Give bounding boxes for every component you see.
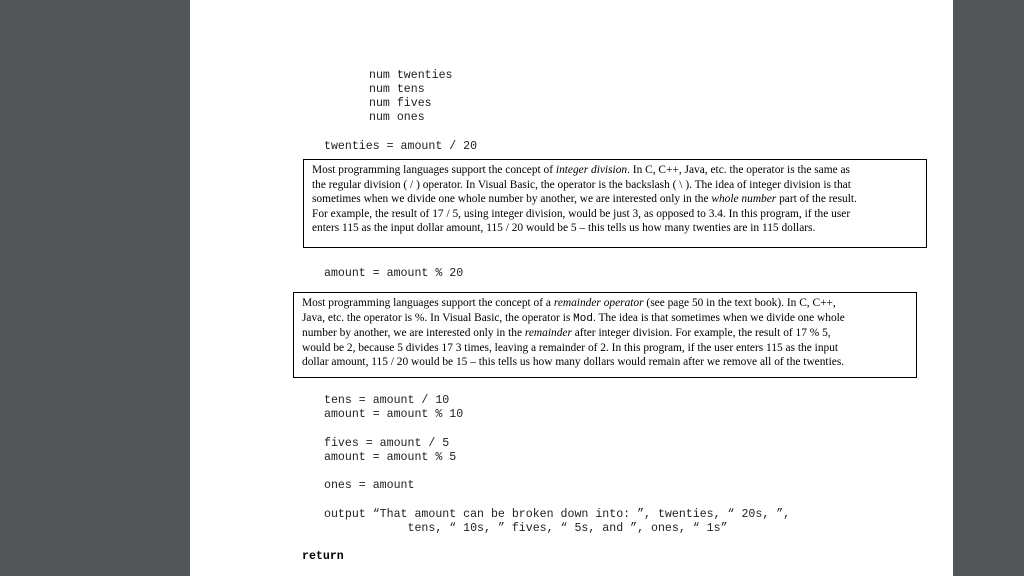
code-return [302, 550, 344, 564]
note-line: sometimes when we divide one whole number by another, we are interested only in the whole number part of the result. [312, 193, 857, 206]
code-line: fives = amount / 5 [324, 437, 450, 450]
code-line: amount = amount % 5 [324, 451, 457, 464]
note-line: For example, the result of 17 / 5, using integer division, would be just 3, as opposed to 3.4. In this program, if the user [312, 207, 851, 220]
note-line: Java, etc. the operator is %. In Visual Basic, the operator is Mod. The idea is that sometimes when we divide one whole [302, 311, 845, 325]
code-line: amount = amount % 20 [324, 267, 464, 280]
note-line: would be 2, because 5 divides 17 3 times, leaving a remainder of 2. In this program, if the user enters 115 as the input [302, 341, 839, 354]
note-line: number by another, we are interested only in the remainder after integer division. For example, the result of 17 % 5, [302, 327, 831, 340]
note-line: Most programming languages support the concept of integer division. In C, C++, Java, etc. the operator is the same as [312, 164, 850, 176]
code-twenties [324, 140, 477, 154]
code-line: twenties = amount / 20 [324, 140, 478, 153]
note-line: dollar amount, 115 / 20 would be 15 – this tells us how many dollars would remain after we remove all of the twenties. [302, 356, 845, 369]
code-line: ones = amount [324, 479, 415, 492]
code-line: num tens [369, 83, 425, 96]
code-variable-declarations [369, 69, 453, 125]
code-fives [324, 437, 456, 465]
code-tens [324, 394, 463, 422]
document-page [190, 0, 953, 576]
note-line: enters 115 as the input dollar amount, 115 / 20 would be 5 – this tells us how many twenties are in 115 dollars. [312, 222, 816, 235]
code-amount-mod-20 [324, 267, 463, 281]
code-line: tens = amount / 10 [324, 394, 450, 407]
note-integer-division [303, 159, 927, 248]
code-line: return [302, 550, 344, 563]
code-line: output “That amount can be broken down into: ”, twenties, “ 20s, ”, [324, 508, 791, 521]
note-line: Most programming languages support the concept of a remainder operator (see page 50 in the text book). In C, C++, [302, 297, 836, 309]
code-output [324, 508, 790, 536]
note-line: the regular division ( / ) operator. In Visual Basic, the operator is the backslash ( \ ). The idea of integer division is that [312, 178, 851, 191]
note-remainder-operator [293, 292, 917, 378]
code-ones [324, 479, 414, 493]
code-line: num fives [369, 97, 432, 110]
code-line: tens, “ 10s, ” fives, “ 5s, and ”, ones, “ 1s” [324, 522, 728, 535]
code-line: num ones [369, 111, 425, 124]
code-line: amount = amount % 10 [324, 408, 464, 421]
code-line: num twenties [369, 69, 453, 82]
